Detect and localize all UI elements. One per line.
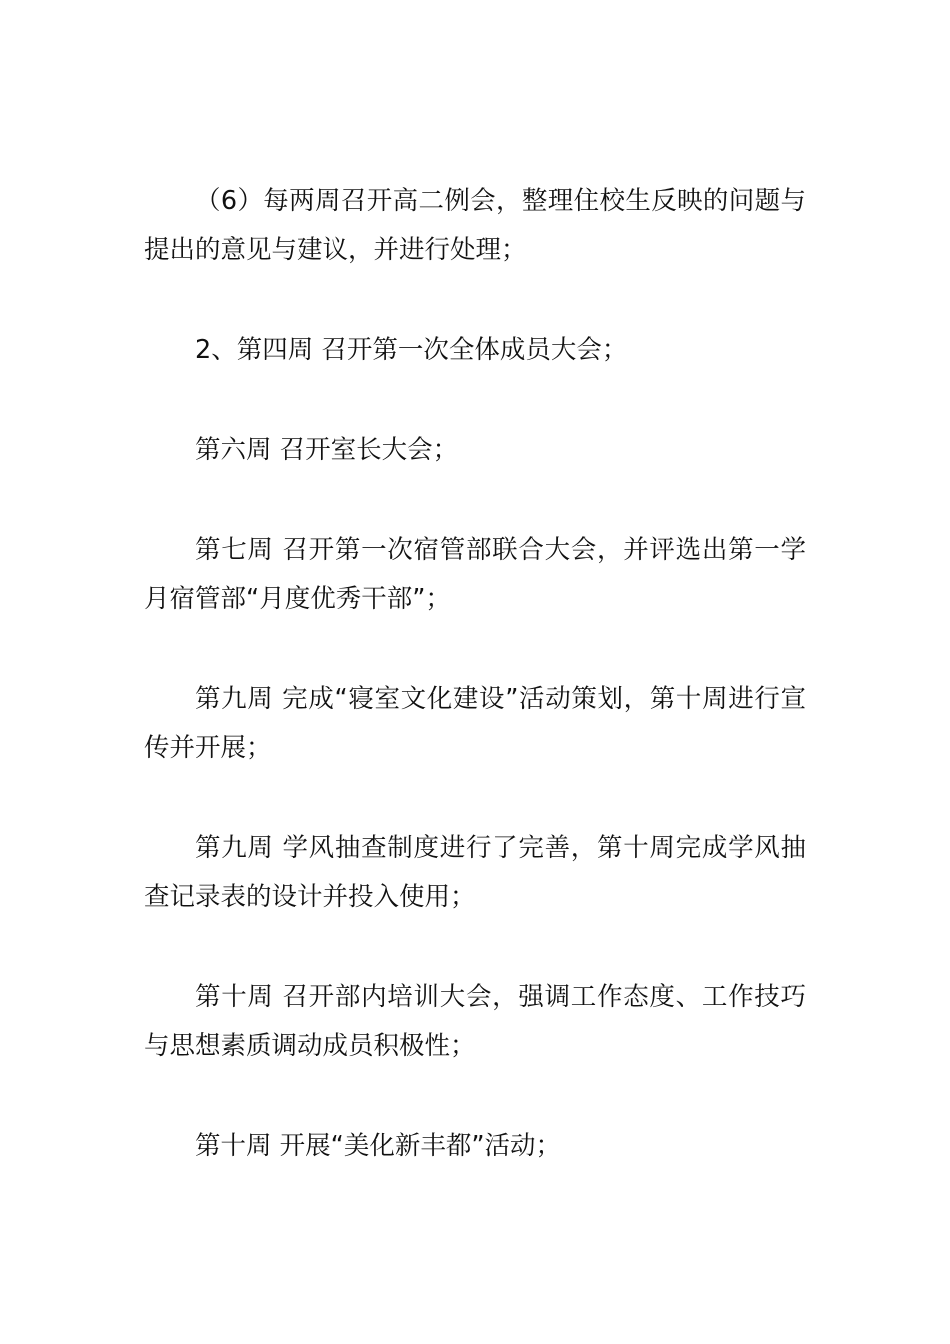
paragraph-weekly-meeting: （6）每两周召开高二例会，整理住校生反映的问题与提出的意见与建议，并进行处理； [144, 186, 806, 265]
paragraph-week9-culture: 第九周 完成“寝室文化建设”活动策划，第十周进行宣传并开展； [144, 684, 806, 763]
paragraph-week10-activity: 第十周 开展“美化新丰都”活动； [195, 1131, 562, 1161]
paragraph-week10-training: 第十周 召开部内培训大会，强调工作态度、工作技巧与思想素质调动成员积极性； [144, 982, 806, 1061]
paragraph-week4: 2、第四周 召开第一次全体成员大会； [195, 335, 628, 365]
paragraph-week7: 第七周 召开第一次宿管部联合大会，并评选出第一学月宿管部“月度优秀干部”； [144, 535, 806, 614]
document-body [144, 177, 806, 1222]
paragraph-week9-study: 第九周 学风抽查制度进行了完善，第十周完成学风抽查记录表的设计并投入使用； [144, 833, 806, 912]
paragraph-week6: 第六周 召开室长大会； [195, 435, 459, 465]
